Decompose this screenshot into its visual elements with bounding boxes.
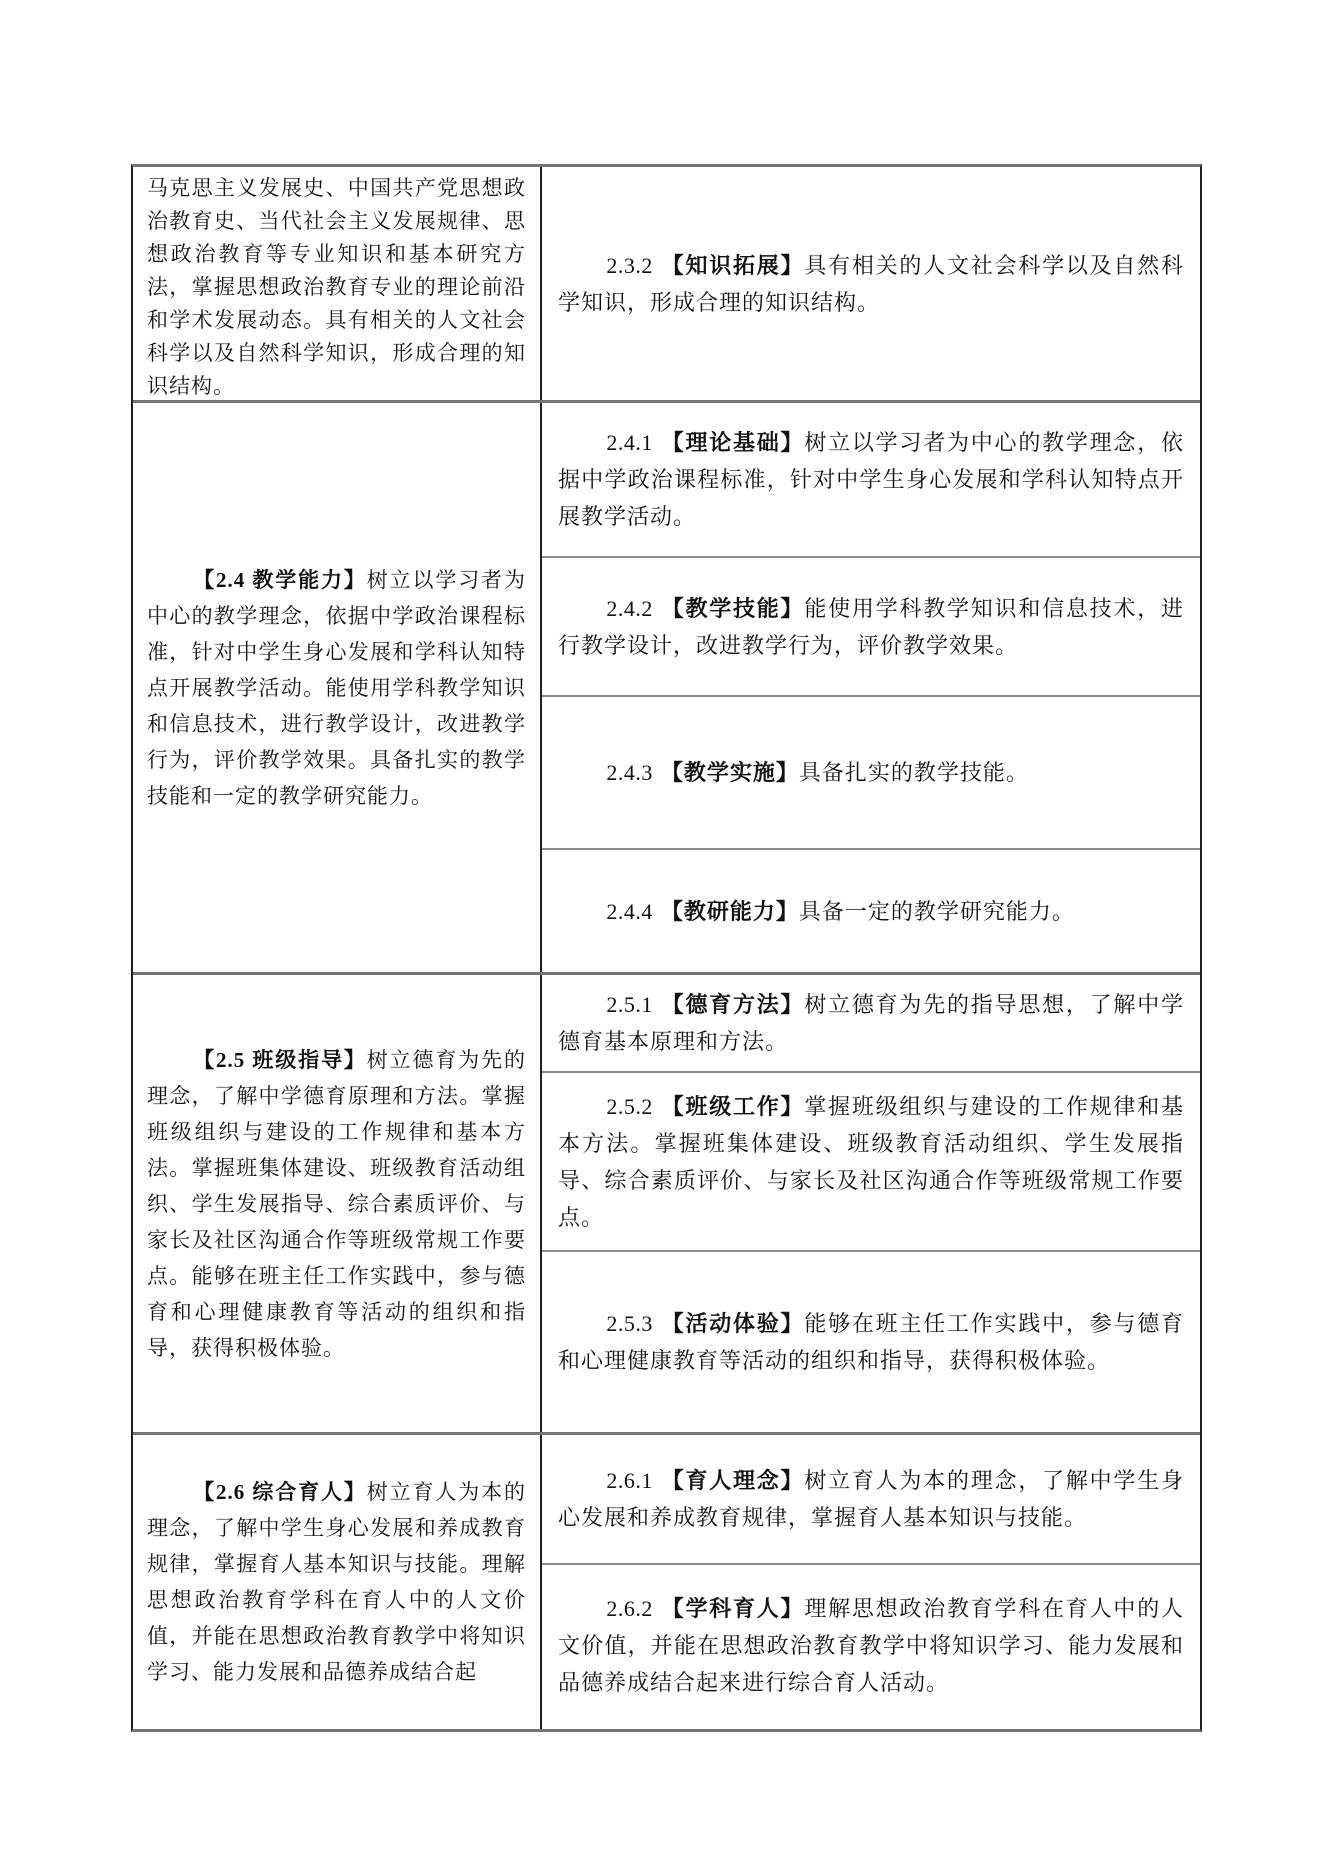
cell-paragraph [558, 893, 1184, 930]
table-row [133, 167, 1200, 403]
indicator-text: 能够在班主任工作实践中，参与德育和心理健康教育等活动的组织和指导，获得积极体验。 [558, 1311, 1184, 1373]
cell-paragraph [558, 424, 1184, 535]
indicator-code: 2.6.1 [606, 1468, 653, 1493]
indicator-text: 理解思想政治教育学科在育人中的人文价值，并能在思想政治教育教学中将知识学习、能力发展和品德养成结合起来进行综合育人活动。 [558, 1596, 1184, 1695]
table-row [133, 403, 1200, 975]
table-row [133, 1435, 1200, 1729]
indicator-cell-2-5-3 [542, 1252, 1200, 1432]
indicator-code: 2.6.2 [606, 1596, 653, 1621]
indicator-label: 【学科育人】 [660, 1596, 805, 1621]
cell-paragraph [558, 1590, 1184, 1701]
standard-text: 树立德育为先的理念，了解中学德育原理和方法。掌握班级组织与建设的工作规律和基本方法。掌握班集体建设、班级教育活动组织、学生发展指导、综合素质评价、与家长及社区沟通合作等班级常规工作要点。能够在班主任工作实践中，参与德育和心理健康教育等活动的组织和指导，获得积极体验。 [147, 1047, 527, 1360]
cell-paragraph [147, 1474, 526, 1690]
standard-cell-2-5 [133, 975, 542, 1432]
standard-cell-2-3-continuation [133, 167, 542, 400]
indicator-code: 2.4.4 [606, 898, 653, 924]
indicator-code: 2.4.3 [606, 760, 653, 785]
cell-paragraph [558, 986, 1184, 1060]
competency-standards-table [131, 164, 1202, 1732]
indicator-column [542, 1435, 1200, 1729]
indicator-text: 具备扎实的教学技能。 [798, 760, 1029, 785]
cell-paragraph [147, 1042, 526, 1366]
cell-paragraph [147, 562, 526, 814]
table-row [133, 975, 1200, 1435]
indicator-cell-2-6-1 [542, 1435, 1200, 1565]
indicator-label: 【活动体验】 [660, 1311, 805, 1336]
indicator-cell-2-4-4 [542, 850, 1200, 972]
indicator-code: 2.5.3 [606, 1311, 653, 1336]
standard-label: 【2.5 班级指导】 [193, 1047, 367, 1072]
indicator-code: 2.3.2 [606, 252, 653, 278]
standard-cell-2-4 [133, 403, 542, 972]
indicator-text: 掌握班级组织与建设的工作规律和基本方法。掌握班集体建设、班级教育活动组织、学生发展指导、综合素质评价、与家长及社区沟通合作等班级常规工作要点。 [558, 1093, 1184, 1230]
indicator-code: 2.4.1 [606, 430, 653, 455]
standard-text: 马克思主义发展史、中国共产党思想政治教育史、当代社会主义发展规律、思想政治教育等专业知识和基本研究方法，掌握思想政治教育专业的理论前沿和学术发展动态。具有相关的人文社会科学以及自然科学知识，形成合理的知识结构。 [147, 176, 526, 398]
indicator-text: 能使用学科教学知识和信息技术，进行教学设计，改进教学行为，评价教学效果。 [558, 595, 1184, 658]
standard-text: 树立以学习者为中心的教学理念，依据中学政治课程标准，针对中学生身心发展和学科认知特点开展教学活动。能使用学科教学知识和信息技术，进行教学设计，改进教学行为，评价教学效果。具备扎实的教学技能和一定的教学研究能力。 [147, 567, 527, 808]
standard-text: 树立育人为本的理念，了解中学生身心发展和养成教育规律，掌握育人基本知识与技能。理解思想政治教育学科在育人中的人文价值，并能在思想政治教育教学中将知识学习、能力发展和品德养成结合起 [147, 1480, 527, 1684]
indicator-cell-2-5-2 [542, 1073, 1200, 1252]
indicator-text: 树立德育为先的指导思想，了解中学德育基本原理和方法。 [558, 992, 1184, 1054]
cell-paragraph [558, 1462, 1184, 1536]
cell-paragraph [558, 1305, 1184, 1379]
indicator-text: 具有相关的人文社会科学以及自然科学知识，形成合理的知识结构。 [558, 252, 1184, 315]
indicator-cell-2-4-2 [542, 558, 1200, 697]
indicator-cell-2-4-1 [542, 403, 1200, 558]
indicator-text: 树立以学习者为中心的教学理念，依据中学政治课程标准，针对中学生身心发展和学科认知特点开展教学活动。 [558, 430, 1184, 529]
cell-paragraph [558, 247, 1184, 321]
cell-paragraph [558, 1088, 1184, 1236]
indicator-column [542, 167, 1200, 400]
indicator-cell-2-5-1 [542, 975, 1200, 1073]
standard-label: 【2.6 综合育人】 [193, 1480, 367, 1504]
indicator-label: 【教学实施】 [660, 760, 799, 785]
indicator-label: 【德育方法】 [660, 992, 805, 1017]
indicator-cell-2-6-2 [542, 1565, 1200, 1726]
indicator-cell-2-3-2 [542, 167, 1200, 400]
standard-cell-2-6 [133, 1435, 542, 1729]
indicator-code: 2.5.2 [606, 1093, 653, 1119]
indicator-text: 树立育人为本的理念，了解中学生身心发展和养成教育规律，掌握育人基本知识与技能。 [558, 1468, 1184, 1530]
standard-label: 【2.4 教学能力】 [193, 567, 367, 592]
indicator-label: 【班级工作】 [660, 1093, 805, 1119]
indicator-label: 【教学技能】 [660, 595, 805, 621]
cell-paragraph [147, 172, 526, 403]
indicator-label: 【理论基础】 [660, 430, 805, 455]
indicator-label: 【教研能力】 [660, 898, 799, 924]
cell-paragraph [558, 754, 1184, 791]
indicator-label: 【知识拓展】 [660, 252, 805, 278]
indicator-column [542, 403, 1200, 972]
indicator-code: 2.4.2 [606, 595, 653, 621]
indicator-text: 具备一定的教学研究能力。 [798, 898, 1075, 924]
indicator-cell-2-4-3 [542, 697, 1200, 850]
indicator-label: 【育人理念】 [660, 1468, 805, 1493]
cell-paragraph [558, 590, 1184, 664]
indicator-column [542, 975, 1200, 1432]
indicator-code: 2.5.1 [606, 992, 653, 1017]
